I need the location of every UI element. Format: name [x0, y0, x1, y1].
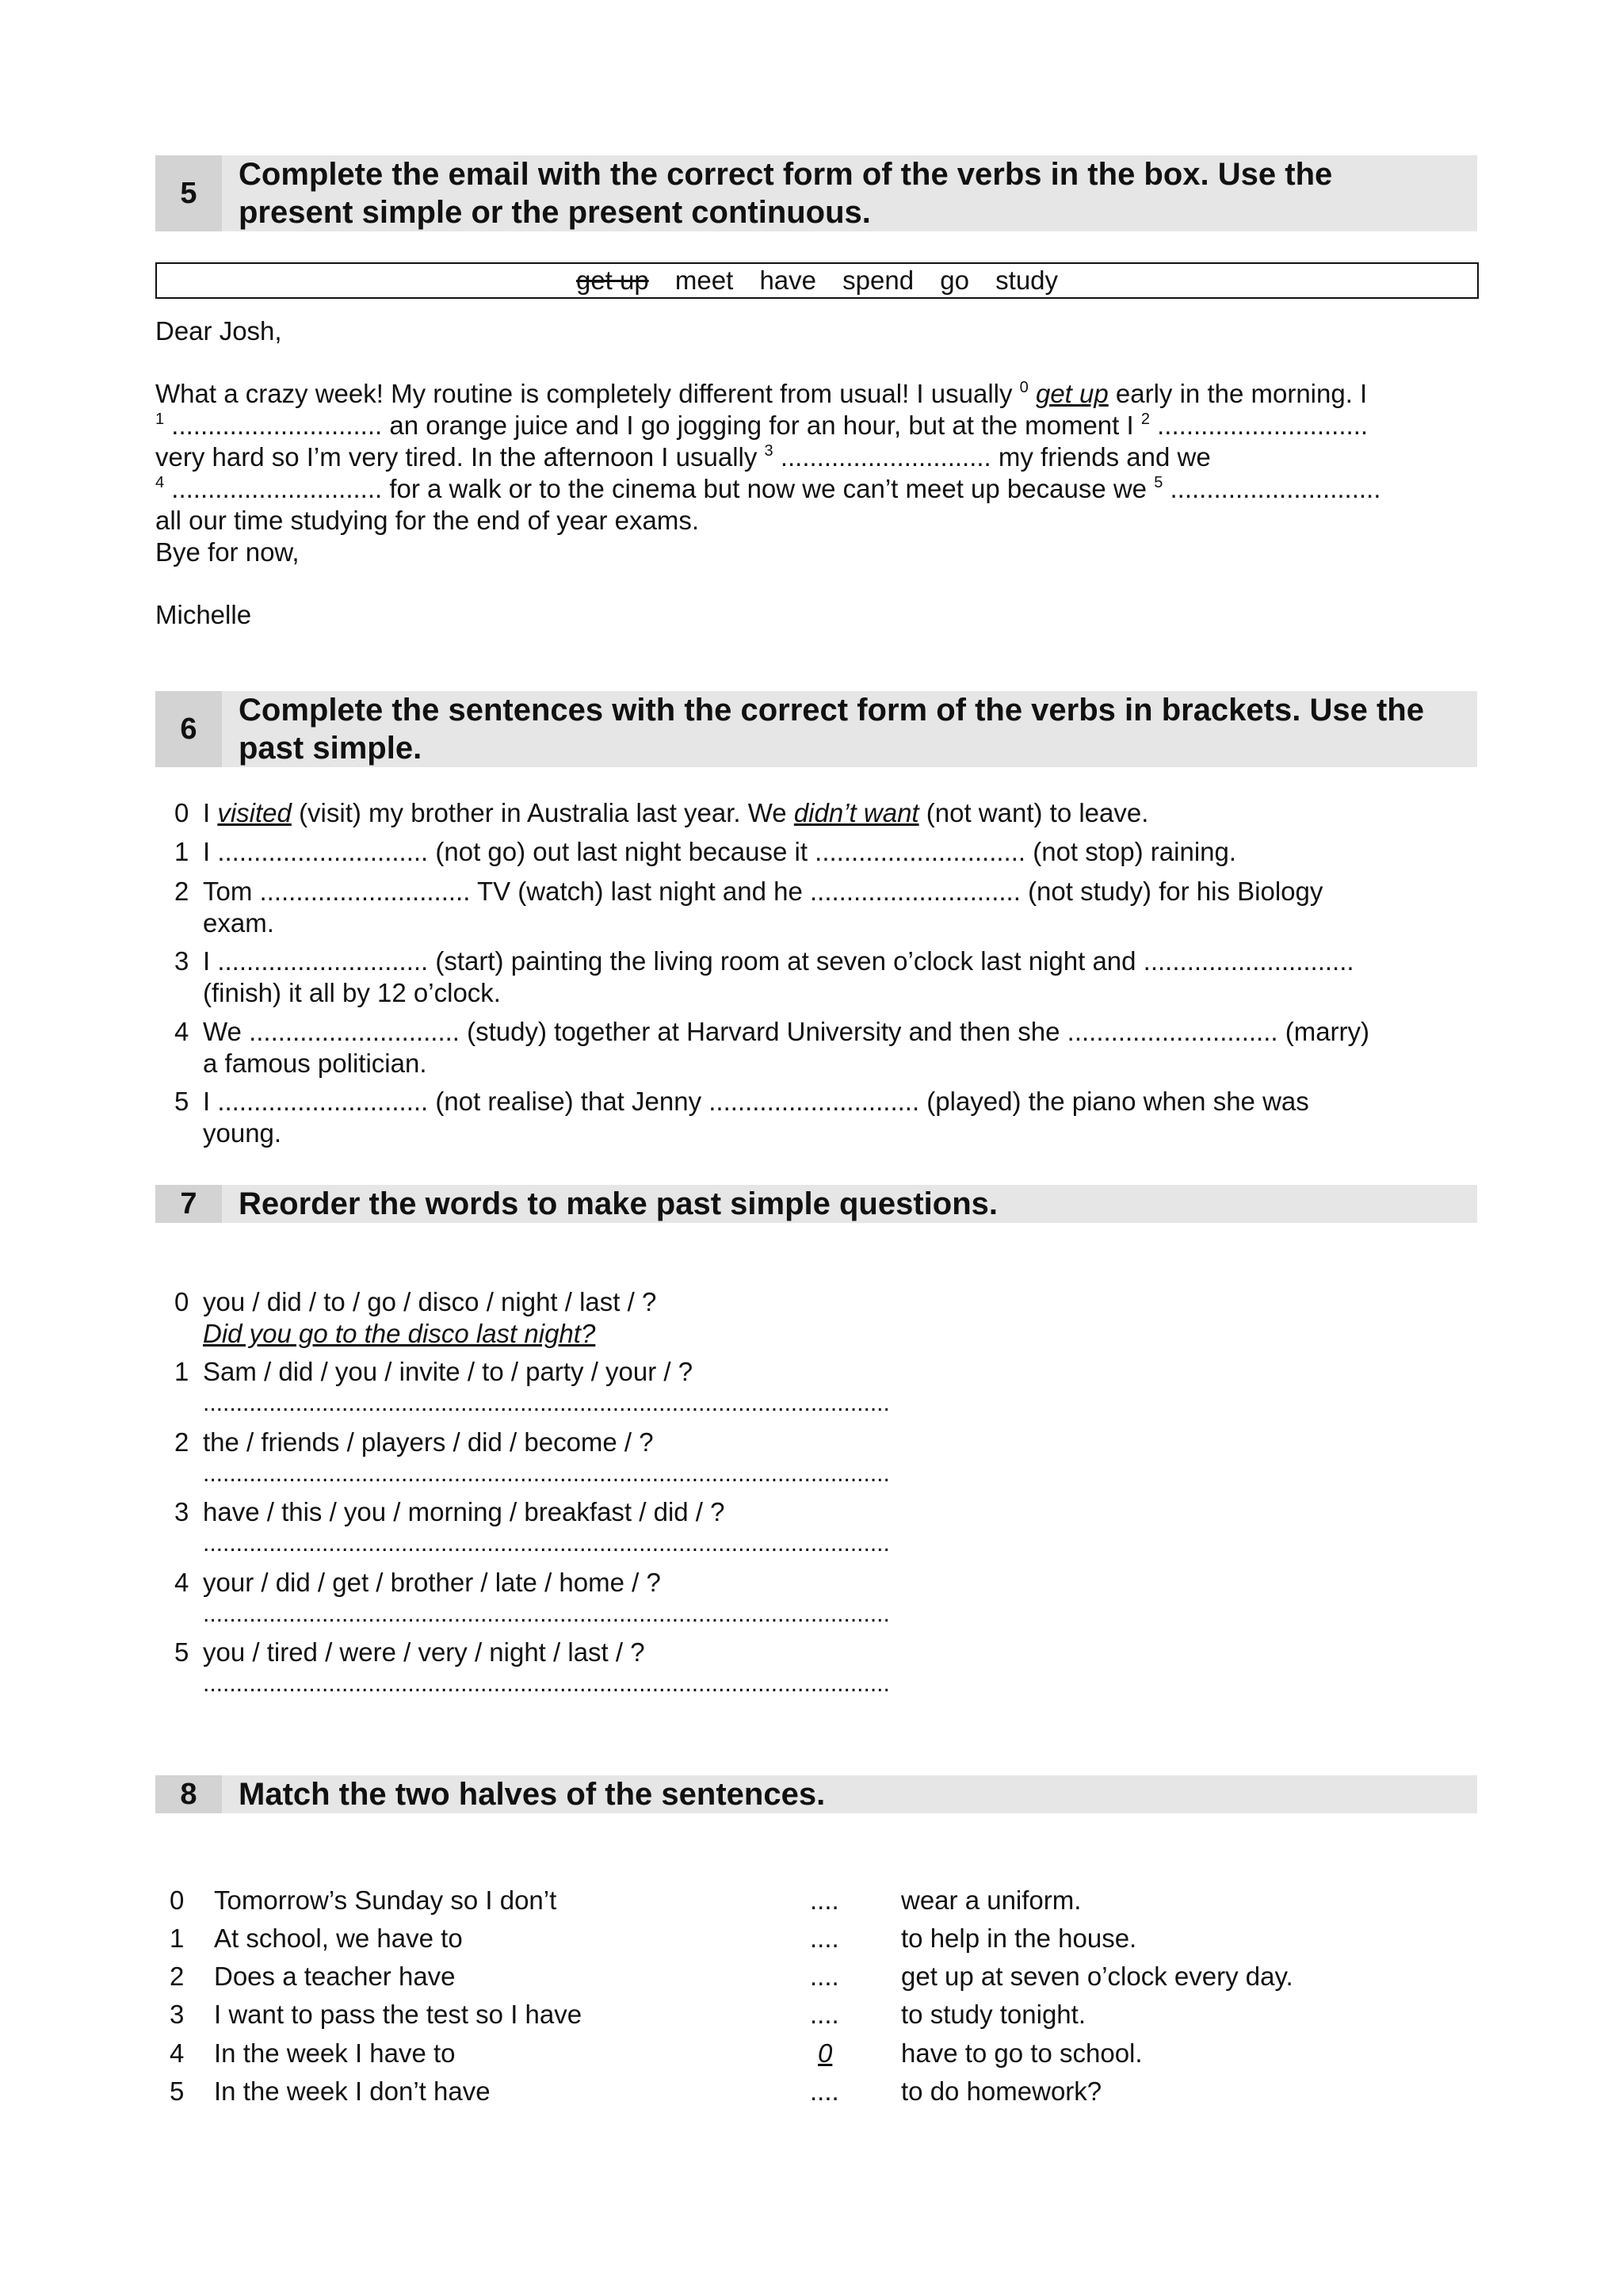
example-answer: Did you go to the disco last night?: [203, 1319, 596, 1348]
exercise-instructions: Complete the sentences with the correct form of the verbs in brackets. Use the past simple.: [239, 693, 1424, 766]
item-text[interactable]: We ............................. (study) together at Harvard University and then she ............................. (marry): [203, 1017, 1370, 1046]
item-number: 4: [174, 1017, 189, 1046]
item-number: 3: [174, 946, 189, 976]
exercise-number: 6: [155, 691, 222, 767]
item-text-continued: exam.: [203, 908, 274, 938]
item-number: 0: [174, 1287, 189, 1316]
email-line: all our time studying for the end of year exams.: [155, 506, 700, 535]
exercise-6-header: [155, 691, 1477, 767]
item-number: 2: [174, 877, 189, 906]
email-signature: Michelle: [155, 600, 252, 629]
sentence-second-half: get up at seven o’clock every day.: [901, 1962, 1293, 1991]
answer-gap-1[interactable]: ............................. an orange juice and I go jogging for an hour, but at the moment I: [171, 411, 1134, 440]
item-text[interactable]: I ............................. (start) painting the living room at seven o’clock last night and .............................: [203, 946, 1354, 976]
sentence-second-half: wear a uniform.: [901, 1885, 1082, 1915]
exercise-7-header: [155, 1185, 1477, 1223]
match-answer-gap[interactable]: ....: [810, 2076, 839, 2106]
exercise-instructions: Match the two halves of the sentences.: [239, 1777, 826, 1812]
answer-line[interactable]: ........................................................................................................: [203, 1601, 890, 1627]
word-box-item: meet: [674, 266, 734, 295]
word-prompt: have / this / you / morning / breakfast / did / ?: [203, 1497, 725, 1526]
item-number: 2: [174, 1427, 189, 1457]
item-number: 0: [170, 1885, 185, 1915]
item-number: 3: [170, 2000, 185, 2029]
word-prompt: you / did / to / go / disco / night / last / ?: [203, 1287, 657, 1316]
sentence-second-half: to do homework?: [901, 2076, 1102, 2106]
exercise-5-header: [155, 155, 1477, 231]
exercise-number: 5: [155, 155, 222, 231]
exercise-instructions: Reorder the words to make past simple questions.: [239, 1186, 999, 1221]
exercise-number: 8: [155, 1775, 222, 1813]
sentence-first-half: Does a teacher have: [214, 1962, 456, 1991]
item-number: 5: [174, 1087, 189, 1116]
item-number: 0: [174, 798, 189, 827]
match-answer-gap[interactable]: ....: [810, 2000, 839, 2029]
email-line: $^4$ ............................. for a walk or to the cinema but now we can’t meet up because we $^5$ .............................: [155, 474, 1381, 503]
sentence-second-half: have to go to school.: [901, 2038, 1143, 2068]
word-prompt: your / did / get / brother / late / home / ?: [203, 1568, 661, 1597]
item-number: 1: [174, 1357, 189, 1386]
item-text-continued: a famous politician.: [203, 1049, 427, 1078]
answer-gap-2[interactable]: .............................: [1157, 411, 1369, 440]
item-number: 4: [170, 2038, 185, 2068]
answer-gap-3[interactable]: ............................. my friends and we: [780, 442, 1211, 472]
email-line: What a crazy week! My routine is completely different from usual! I usually $^0$ get up early in the morning. I: [155, 379, 1368, 408]
answer-line[interactable]: ........................................................................................................: [203, 1461, 890, 1487]
match-answer-gap[interactable]: ....: [810, 1924, 839, 1953]
word-box-item: get up: [575, 266, 649, 295]
answer-line[interactable]: ........................................................................................................: [203, 1671, 890, 1697]
item-number: 1: [174, 837, 189, 866]
item-number: 1: [170, 1924, 185, 1953]
item-text: I visited (visit) my brother in Australia last year. We didn’t want (not want) to leave.: [203, 798, 1149, 827]
answer-gap-5[interactable]: .............................: [1170, 474, 1381, 503]
item-text[interactable]: Tom ............................. TV (watch) last night and he ............................. (not study) for his Biology: [203, 877, 1323, 906]
example-answer: get up: [1035, 379, 1109, 408]
sentence-first-half: In the week I have to: [214, 2038, 456, 2068]
sentence-second-half: to help in the house.: [901, 1924, 1137, 1953]
item-text-continued: (finish) it all by 12 o’clock.: [203, 978, 501, 1007]
word-box-item: go: [940, 266, 969, 295]
email-closing: Bye for now,: [155, 537, 300, 567]
answer-gap-4[interactable]: ............................. for a walk or to the cinema but now we can’t meet up because we: [171, 474, 1148, 503]
sentence-first-half: I want to pass the test so I have: [214, 2000, 582, 2029]
item-text-continued: young.: [203, 1118, 282, 1148]
match-answer-gap[interactable]: ....: [810, 1962, 839, 1991]
item-number: 5: [170, 2076, 185, 2106]
exercise-instructions: Complete the email with the correct form of the verbs in the box. Use the present simple or the present continuous.: [239, 157, 1333, 230]
email-line: very hard so I’m very tired. In the afternoon I usually $^3$ ............................. my friends and we: [155, 442, 1211, 472]
sentence-first-half: Tomorrow’s Sunday so I don’t: [214, 1885, 557, 1915]
example-answer: didn’t want: [793, 798, 919, 827]
word-prompt: you / tired / were / very / night / last / ?: [203, 1637, 645, 1667]
answer-line[interactable]: ........................................................................................................: [203, 1390, 890, 1416]
item-text[interactable]: I ............................. (not go) out last night because it ............................. (not stop) raining.: [203, 837, 1237, 866]
word-box-item: spend: [842, 266, 915, 295]
exercise-number: 7: [155, 1185, 222, 1223]
word-box-item: have: [759, 266, 816, 295]
sentence-second-half: to study tonight.: [901, 2000, 1086, 2029]
item-number: 5: [174, 1637, 189, 1667]
item-number: 2: [170, 1962, 185, 1991]
answer-line[interactable]: ........................................................................................................: [203, 1530, 890, 1557]
example-match-answer: 0: [818, 2038, 833, 2068]
sentence-first-half: In the week I don’t have: [214, 2076, 491, 2106]
word-prompt: the / friends / players / did / become / ?: [203, 1427, 654, 1457]
exercise-8-header: [155, 1775, 1477, 1813]
email-greeting: Dear Josh,: [155, 316, 282, 346]
match-answer-gap[interactable]: ....: [810, 1885, 839, 1915]
item-number: 4: [174, 1568, 189, 1597]
word-prompt: Sam / did / you / invite / to / party / your / ?: [203, 1357, 693, 1386]
example-answer: visited: [217, 798, 292, 827]
sentence-first-half: At school, we have to: [214, 1924, 463, 1953]
item-text[interactable]: I ............................. (not realise) that Jenny ............................. (played) the piano when she was: [203, 1087, 1309, 1116]
verb-word-box: [155, 262, 1479, 299]
email-line: $^1$ ............................. an orange juice and I go jogging for an hour, but at the moment I $^2$ .............................: [155, 411, 1369, 440]
item-number: 3: [174, 1497, 189, 1526]
word-box-item: study: [995, 266, 1059, 295]
